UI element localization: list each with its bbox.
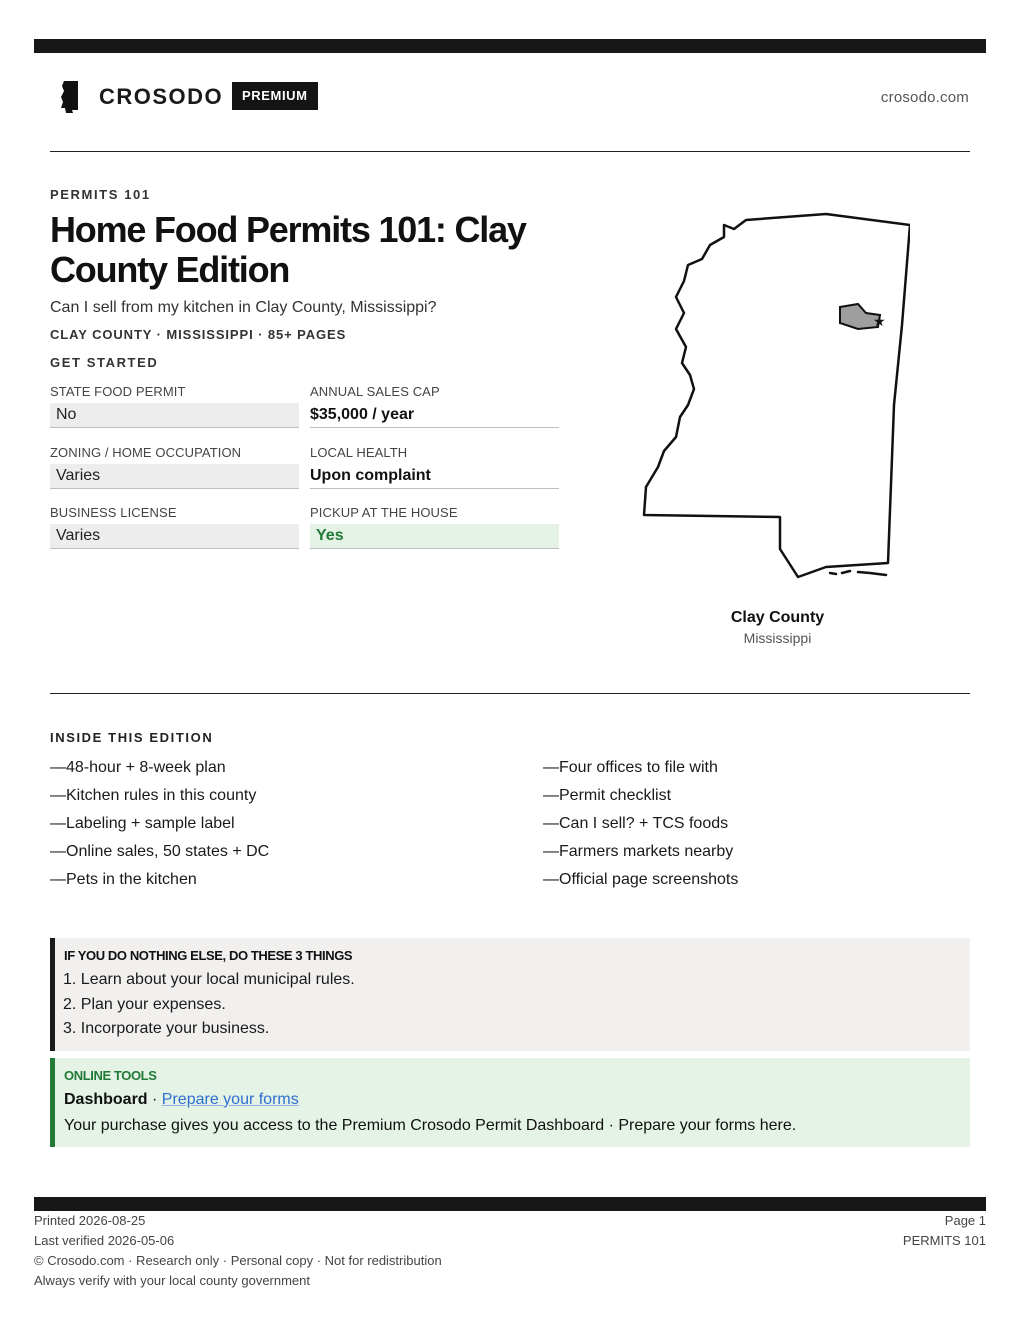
page-number: Page 1 [944,1213,986,1228]
fact-value: No [50,403,299,428]
divider [50,693,970,694]
fact-value: Yes [310,524,559,549]
list-item: 1. Learn about your local municipal rules. [63,971,355,988]
fact-local-health [310,443,559,495]
three-things-callout [50,938,970,1051]
separator: · [147,1091,162,1108]
mississippi-logo-icon [60,80,82,114]
fact-value: Varies [50,524,299,549]
fact-label: ZONING / HOME OCCUPATION [50,445,242,460]
fact-label: PICKUP AT THE HOUSE [310,505,458,520]
bottom-bar [34,1197,986,1211]
page-title: Home Food Permits 101: Clay County Edition [50,209,526,290]
fact-pickup [310,503,559,555]
top-bar [34,39,986,53]
map-county-label: Clay County [730,609,825,626]
fact-label: BUSINESS LICENSE [50,505,177,520]
tools-links [64,1091,299,1109]
fact-value: $35,000 / year [310,403,559,428]
footer-section: PERMITS 101 [902,1233,986,1248]
get-started-heading: GET STARTED [50,355,159,370]
fact-label: STATE FOOD PERMIT [50,384,186,399]
coast-islands [830,571,886,575]
tools-description: Your purchase gives you access to the Premium Crosodo Permit Dashboard · Prepare your forms here. [64,1117,797,1134]
callout-heading: IF YOU DO NOTHING ELSE, DO THESE 3 THINGS [64,948,353,963]
inside-list-right [543,758,963,898]
state-map [630,205,910,585]
dashboard-label: Dashboard [64,1091,148,1108]
fact-label: LOCAL HEALTH [310,445,408,460]
list-item: —Four offices to file with [543,759,718,776]
list-item: —Can I sell? + TCS foods [543,815,729,832]
inside-edition-heading: INSIDE THIS EDITION [50,730,214,745]
brand-name: CROSODO [99,84,224,109]
edition-meta: CLAY COUNTY · MISSISSIPPI · 85+ PAGES [50,327,347,342]
callout-list [63,970,355,1044]
prepare-forms-link[interactable]: Prepare your forms [161,1091,299,1108]
fact-state-food-permit [50,382,299,434]
list-item: —Kitchen rules in this county [50,787,257,804]
list-item: —Pets in the kitchen [50,871,197,888]
site-url[interactable]: crosodo.com [880,89,969,106]
mississippi-outline [644,214,910,577]
list-item: 3. Incorporate your business. [63,1020,270,1037]
list-item: —Permit checklist [543,787,672,804]
map-state-label: Mississippi [743,630,812,646]
fact-annual-sales-cap [310,382,559,434]
fact-value: Upon complaint [310,464,559,489]
county-seat-icon: ★ [873,314,886,330]
tools-heading: ONLINE TOOLS [64,1068,157,1083]
divider [50,151,970,152]
fact-business-license [50,503,299,555]
verify-note: Always verify with your local county government [34,1273,311,1288]
copyright: © Crosodo.com · Research only · Personal copy · Not for redistribution [34,1253,442,1268]
printed-date: Printed 2026-08-25 [34,1213,146,1228]
header [50,78,970,116]
footer-left [34,1211,442,1291]
inside-list-left [50,758,470,898]
list-item: —Online sales, 50 states + DC [50,843,270,860]
list-item: —Official page screenshots [543,871,739,888]
verified-date: Last verified 2026-05-06 [34,1233,175,1248]
eyebrow: PERMITS 101 [50,187,151,202]
page-subtitle: Can I sell from my kitchen in Clay County, Mississippi? [50,299,437,316]
list-item: —Labeling + sample label [50,815,235,832]
premium-badge: PREMIUM [232,82,318,110]
list-item: 2. Plan your expenses. [63,995,226,1013]
fact-label: ANNUAL SALES CAP [310,384,440,399]
list-item: —Farmers markets nearby [543,843,734,860]
online-tools-callout [50,1058,970,1147]
list-item: —48-hour + 8-week plan [50,759,226,776]
fact-value: Varies [50,464,299,489]
footer-right [903,1211,986,1251]
fact-zoning [50,443,299,495]
